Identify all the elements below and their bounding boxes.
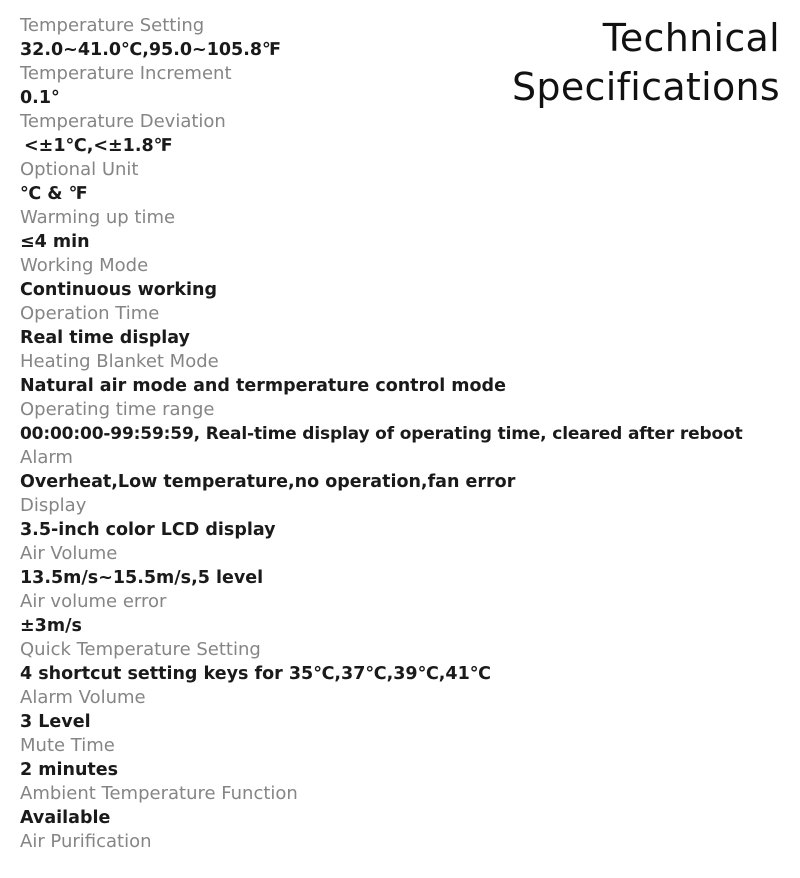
spec-item-air-volume (20, 542, 743, 590)
spec-label: Operation Time (20, 303, 160, 324)
spec-item-operating-time-range (20, 398, 743, 446)
spec-item-display (20, 494, 743, 542)
spec-item-quick-temperature-setting (20, 638, 743, 686)
spec-item-temperature-increment (20, 62, 743, 110)
spec-label: Air Purification (20, 831, 152, 852)
spec-label: Air volume error (20, 591, 167, 612)
spec-item-optional-unit (20, 158, 743, 206)
spec-item-alarm (20, 446, 743, 494)
spec-value: 00:00:00-99:59:59, Real-time display of operating time, cleared after reboot (20, 424, 743, 444)
spec-item-alarm-volume (20, 686, 743, 734)
spec-item-operation-time (20, 302, 743, 350)
spec-value: 3.5-inch color LCD display (20, 520, 276, 540)
spec-value: Natural air mode and termperature control mode (20, 376, 506, 396)
spec-item-air-purification (20, 830, 743, 878)
spec-label: Alarm Volume (20, 687, 146, 708)
spec-value (20, 854, 743, 878)
spec-label: Optional Unit (20, 159, 139, 180)
spec-label: Working Mode (20, 255, 149, 276)
spec-item-temperature-deviation (20, 110, 743, 158)
spec-value: Overheat,Low temperature,no operation,fan error (20, 472, 516, 492)
spec-label: Alarm (20, 447, 73, 468)
spec-label: Operating time range (20, 399, 215, 420)
spec-item-ambient-temperature-function (20, 782, 743, 830)
spec-value: 32.0~41.0℃,95.0~105.8℉ (20, 40, 282, 60)
page-title-line-1: Technical (602, 16, 780, 60)
spec-value: 3 Level (20, 712, 91, 732)
spec-value: 4 shortcut setting keys for 35℃,37℃,39℃,41℃ (20, 664, 491, 684)
page-title-line-2: Specifications (512, 65, 780, 109)
spec-label: Mute Time (20, 735, 115, 756)
spec-item-temperature-setting (20, 14, 743, 62)
spec-value: Continuous working (20, 280, 218, 300)
spec-value: Available (20, 808, 111, 828)
spec-value: ≤4 min (20, 232, 90, 252)
spec-label: Temperature Deviation (20, 111, 226, 132)
spec-label: Warming up time (20, 207, 176, 228)
spec-value: ℃ & ℉ (20, 184, 88, 204)
spec-label: Air Volume (20, 543, 118, 564)
spec-value: 0.1° (20, 88, 60, 108)
spec-label: Display (20, 495, 87, 516)
spec-label: Heating Blanket Mode (20, 351, 219, 372)
spec-value: ±3m/s (20, 616, 82, 636)
spec-value: Real time display (20, 328, 190, 348)
spec-list (20, 14, 743, 878)
spec-item-mute-time (20, 734, 743, 782)
spec-label: Temperature Increment (20, 63, 232, 84)
spec-label: Quick Temperature Setting (20, 639, 261, 660)
spec-value: 2 minutes (20, 760, 119, 780)
spec-item-heating-blanket-mode (20, 350, 743, 398)
spec-value: 13.5m/s~15.5m/s,5 level (20, 568, 264, 588)
spec-item-working-mode (20, 254, 743, 302)
spec-item-air-volume-error (20, 590, 743, 638)
spec-label: Ambient Temperature Function (20, 783, 298, 804)
spec-value: <±1℃,<±1.8℉ (24, 136, 173, 156)
spec-label: Temperature Setting (20, 15, 205, 36)
spec-item-warming-up-time (20, 206, 743, 254)
